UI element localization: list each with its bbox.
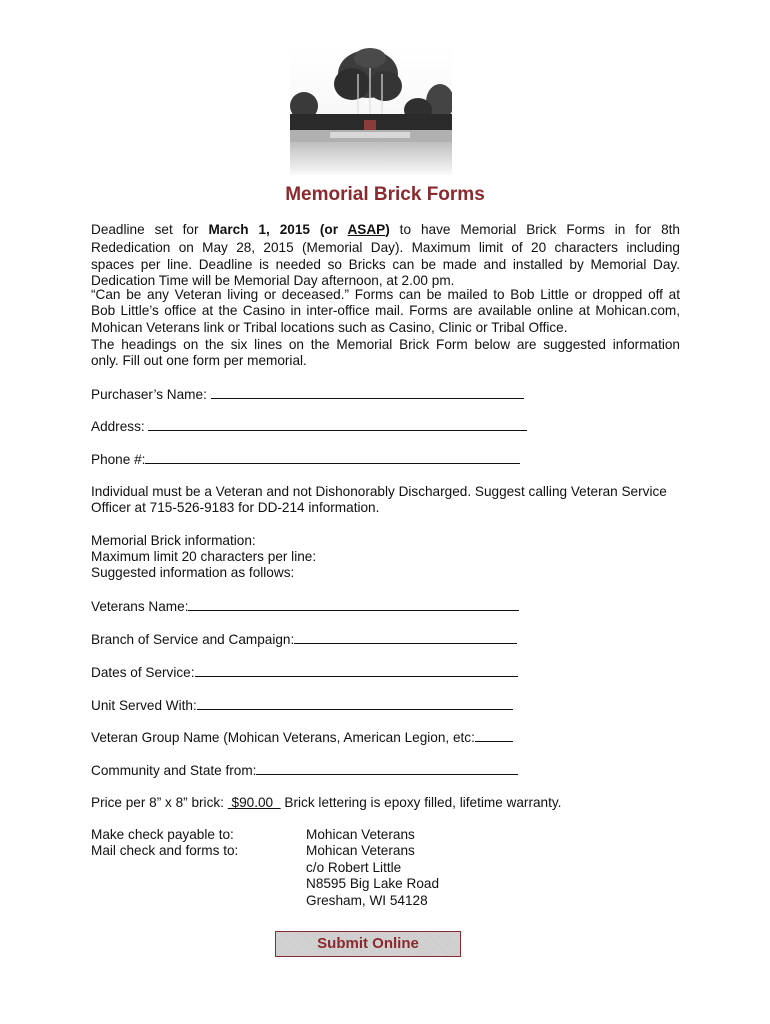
mail-address-line: N8595 Big Lake Road — [306, 876, 440, 891]
intro-line-2: Rededication on May 28, 2015 (Memorial Day). Maximum limit of 20 characters including — [91, 240, 680, 255]
intro-line-1: Deadline set for March 1, 2015 (or ASAP) to have Memorial Brick Forms in for 8th — [91, 222, 680, 237]
mail-label: Mail check and forms to: — [91, 843, 239, 858]
veterans-name-field[interactable]: Veterans Name: — [91, 598, 519, 616]
intro-line-4: Dedication Time will be Memorial Day afternoon, at 2.00 pm. — [91, 273, 455, 288]
purchaser-name-field[interactable]: Purchaser’s Name: — [91, 386, 524, 404]
page-title: Memorial Brick Forms — [285, 184, 485, 205]
address-field[interactable]: Address: — [91, 418, 527, 436]
mail-address-line: Gresham, WI 54128 — [306, 893, 428, 908]
eligibility-line-2: Officer at 715-526-9183 for DD-214 information. — [91, 500, 380, 515]
unit-served-field[interactable]: Unit Served With: — [91, 697, 513, 715]
community-state-field[interactable]: Community and State from: — [91, 762, 518, 780]
submit-online-button[interactable] — [275, 931, 461, 957]
asap-link: ASAP — [347, 222, 386, 237]
memorial-photo — [290, 44, 452, 175]
price-amount: $90.00 — [227, 795, 281, 810]
veteran-group-field[interactable]: Veteran Group Name (Mohican Veterans, American Legion, etc: — [91, 729, 513, 747]
price-line: Price per 8” x 8” brick: $90.00 Brick lettering is epoxy filled, lifetime warranty. — [91, 795, 562, 810]
eligibility-line-1: Individual must be a Veteran and not Dishonorably Discharged. Suggest calling Veteran Service — [91, 484, 667, 499]
mail-address-line: Mohican Veterans — [306, 843, 415, 858]
payable-to: Mohican Veterans — [306, 827, 415, 842]
mail-address-line: c/o Robert Little — [306, 860, 402, 875]
branch-of-service-field[interactable]: Branch of Service and Campaign: — [91, 631, 517, 649]
brick-info-suggested: Suggested information as follows: — [91, 565, 295, 580]
intro-line-6: Bob Little’s office at the Casino in inter-office mail. Forms are available online at Mohican.com, — [91, 303, 680, 318]
intro-line-7: Mohican Veterans link or Tribal locations such as Casino, Clinic or Tribal Office. — [91, 320, 568, 335]
dates-of-service-field[interactable]: Dates of Service: — [91, 664, 518, 682]
phone-field[interactable]: Phone #: — [91, 451, 520, 469]
intro-line-8: The headings on the six lines on the Memorial Brick Form below are suggested information — [91, 337, 680, 352]
intro-line-9: only. Fill out one form per memorial. — [91, 353, 307, 368]
payable-label: Make check payable to: — [91, 827, 234, 842]
brick-info-limit: Maximum limit 20 characters per line: — [91, 549, 317, 564]
submit-online-label: Submit Online — [317, 935, 419, 952]
brick-info-heading: Memorial Brick information: — [91, 533, 256, 548]
intro-line-5: “Can be any Veteran living or deceased.” Forms can be mailed to Bob Little or dropped off at — [91, 287, 680, 302]
intro-line-3: spaces per line. Deadline is needed so Bricks can be made and installed by Memorial Day. — [91, 257, 680, 272]
